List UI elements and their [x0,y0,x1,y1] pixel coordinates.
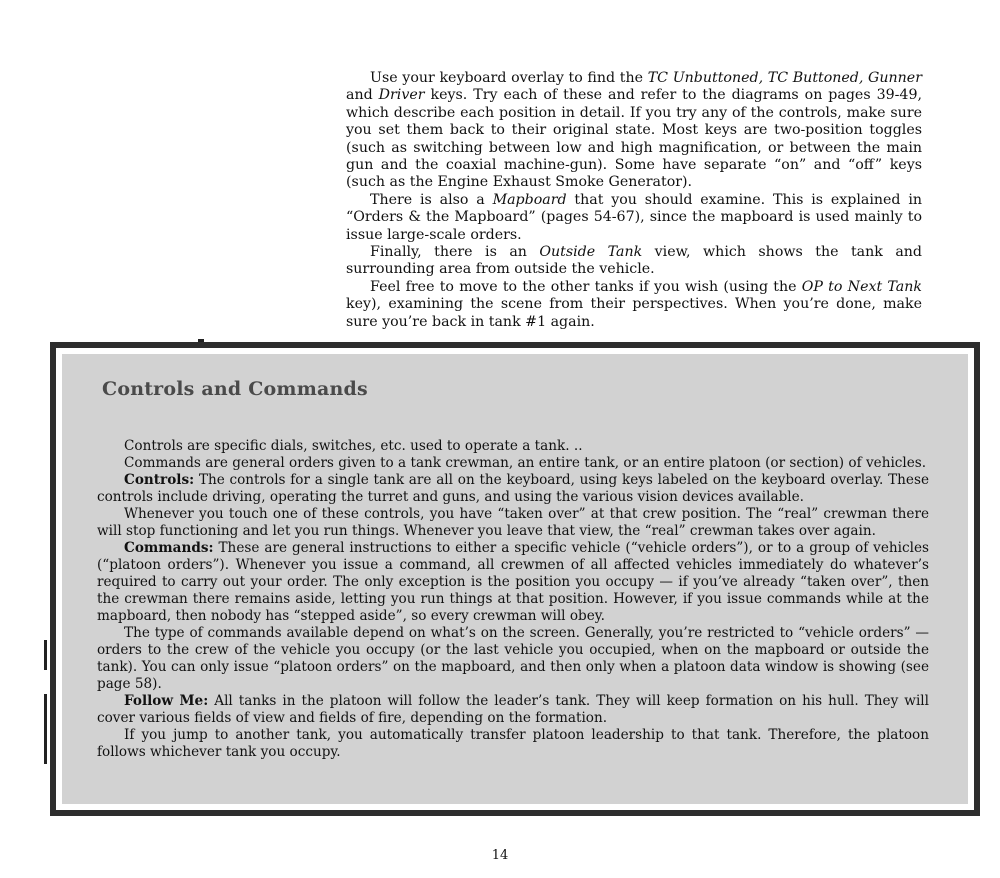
text-run: view, which shows the tank and surrounding area from outside the vehicle. [346,244,922,278]
text-run: key), examining the scene from their perspectives. When you’re done, make sure you’re back in tank #1 again. [346,296,922,330]
paragraph-lead: Commands: [124,540,214,556]
intro-paragraph-3 [346,244,922,279]
text-run: and [346,87,379,104]
text-run: The controls for a single tank are all on the keyboard, using keys labeled on the keyboard overlay. These controls include driving, operating the turret and guns, and using the various vision devices available. [97,472,929,505]
intro-paragraph-4 [346,279,922,331]
text-run: keys. Try each of these and refer to the diagrams on pages 39-49, which describe each position in detail. If you try any of the controls, make sure you set them back to their original state. Most keys are two-position toggles (such as switching between low and high magnification, or between the main gun and the coaxial machine-gun). Some have separate “on” and “off” keys (such as the Engine Exhaust Smoke Generator). [346,87,922,191]
text-run: that you should examine. This is explained in “Orders & the Mapboard” (pages 54-67), since the mapboard is used mainly to issue large-scale orders. [346,191,922,243]
intro-paragraph-1 [346,70,922,192]
paragraph-lead: Controls: [124,472,195,488]
sidebar-panel [62,354,968,804]
intro-text [346,70,922,331]
key-name: OP to Next Tank [801,278,922,295]
sidebar-body [97,438,929,761]
key-name: Mapboard [492,191,567,208]
margin-change-bar [44,694,47,764]
text-run: There is also a [370,191,493,208]
sidebar-paragraph: The type of commands available depend on what’s on the screen. Generally, you’re restricted to “vehicle orders” — orders to the crew of the vehicle you occupy (or the last vehicle you occupied, when on the mapboard or outside the tank). You can only issue “platoon orders” on the mapboard, and then only when a platoon data window is showing (see page 58). [97,625,929,692]
sidebar-box [50,342,980,816]
margin-change-bar [44,640,47,670]
sidebar-paragraph [97,472,929,506]
sidebar-paragraph: Controls are specific dials, switches, etc. used to operate a tank. .. [124,438,583,454]
sidebar-title: Controls and Commands [102,378,368,400]
sidebar-paragraph [97,693,929,727]
text-run: All tanks in the platoon will follow the leader’s tank. They will keep formation on his hull. They will cover various fields of view and fields of fire, depending on the formation. [97,693,929,726]
text-run: Use your keyboard overlay to find the [370,70,648,86]
page-number: 14 [491,848,509,863]
key-name: Driver [378,87,425,104]
text-run: Feel free to move to the other tanks if you wish (using the [370,278,802,295]
text-run: Finally, there is an [370,244,540,261]
sidebar-paragraph [97,540,929,625]
sidebar-paragraph: Commands are general orders given to a tank crewman, an entire tank, or an entire platoon (or section) of vehicles. [124,455,927,471]
sidebar-paragraph: If you jump to another tank, you automatically transfer platoon leadership to that tank. Therefore, the platoon follows whichever tank you occupy. [97,727,929,760]
intro-paragraph-2 [346,192,922,244]
key-name: TC Unbuttoned, TC Buttoned, Gunner [647,70,922,86]
key-name: Outside Tank [539,244,643,261]
text-run: These are general instructions to either a specific vehicle (“vehicle orders”), or to a group of vehicles (“platoon orders”). Whenever you issue a command, all crewmen of all affected vehicles immediately do whatever’s required to carry out your order. The only exception is the position you occupy — if you’ve already “taken over”, then the crewman there remains aside, letting you run things at that position. However, if you issue commands while at the mapboard, then nobody has “stepped aside”, so every crewman will obey. [97,540,929,624]
paragraph-lead: Follow Me: [124,693,209,709]
sidebar-paragraph: Whenever you touch one of these controls, you have “taken over” at that crew position. The “real” crewman there will stop functioning and let you run things. Whenever you leave that view, the “real” crewman takes over again. [97,506,929,539]
